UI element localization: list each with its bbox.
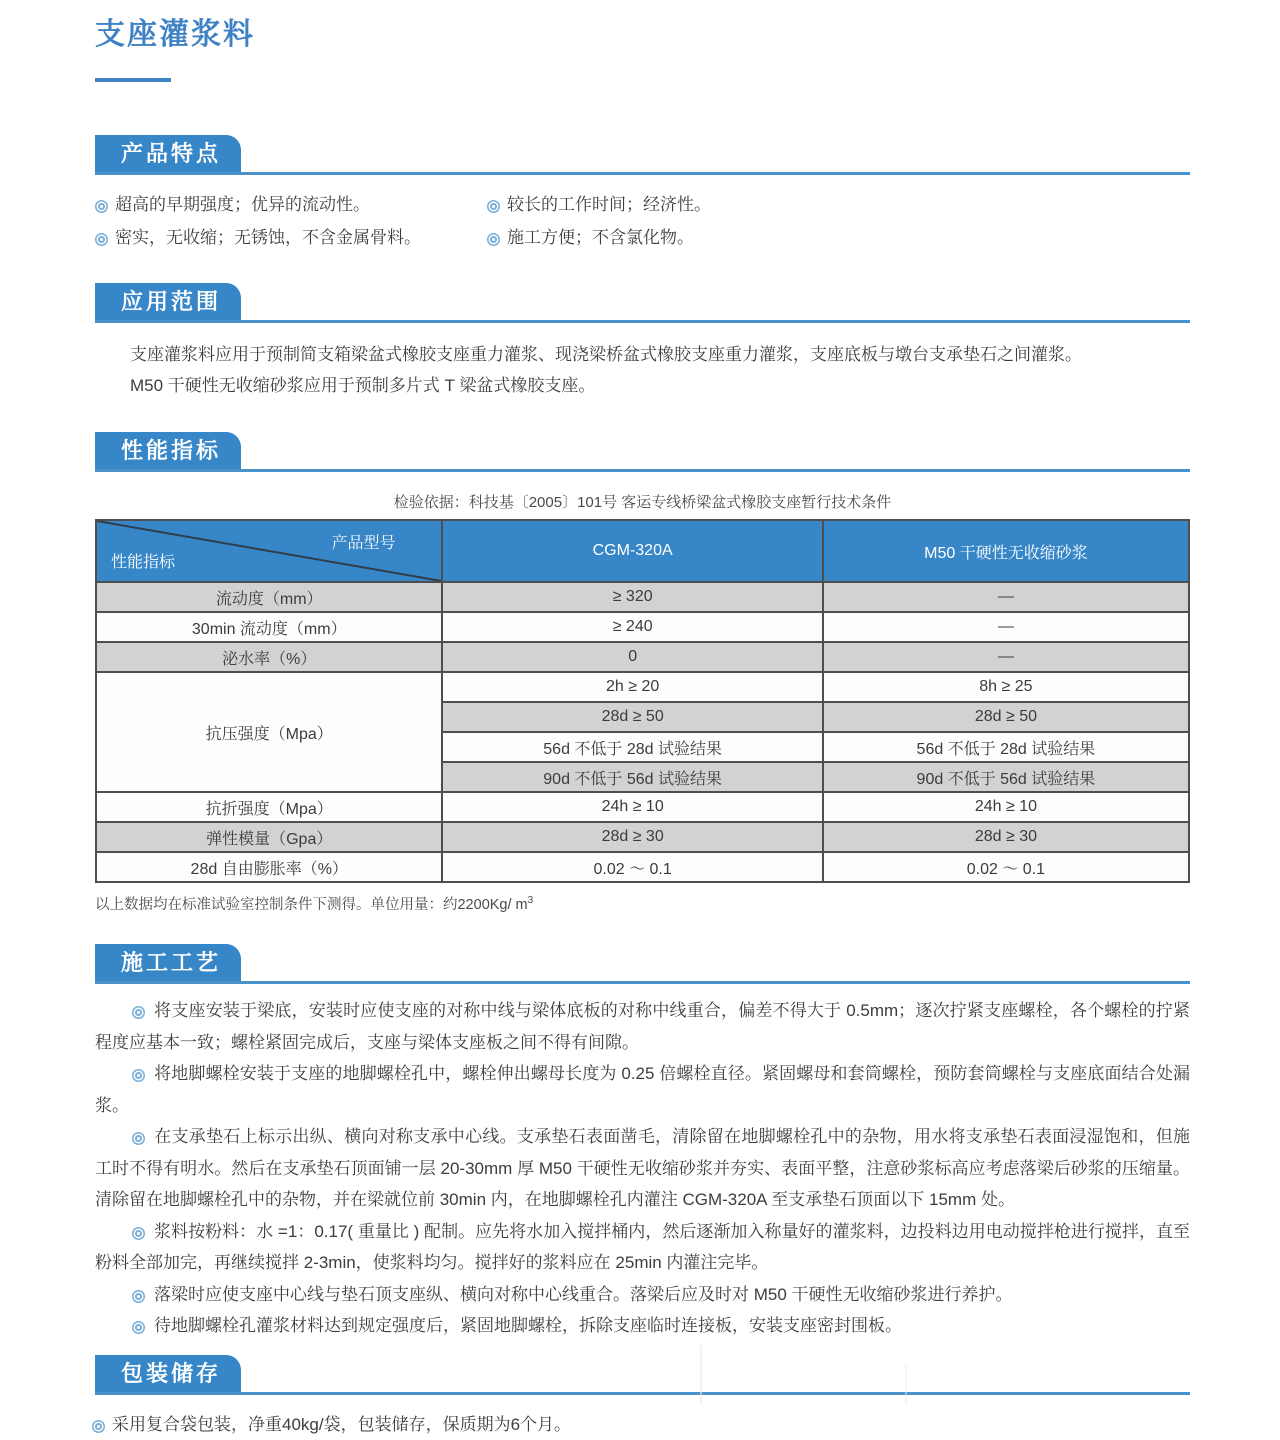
ring-bullet-icon — [490, 236, 497, 243]
m50-value-cell: 24h ≥ 10 — [823, 792, 1189, 822]
ring-bullet-icon — [135, 1324, 142, 1331]
row-label-cell: 30min 流动度（mm） — [96, 612, 442, 642]
application-line: 支座灌浆料应用于预制简支箱梁盆式橡胶支座重力灌浆、现浇梁桥盆式橡胶支座重力灌浆，支座底板与墩台支承垫石之间灌浆。 — [130, 345, 1082, 364]
construction-step-text: 待地脚螺栓孔灌浆材料达到规定强度后，紧固地脚螺栓，拆除支座临时连接板，安装支座密封围板。 — [154, 1316, 902, 1335]
table-row — [96, 852, 1189, 882]
table-row — [96, 792, 1189, 822]
faint-watermark-line-2 — [905, 1365, 907, 1405]
table-row — [96, 822, 1189, 852]
feature-text: 较长的工作时间；经济性。 — [507, 195, 711, 214]
column-header-cgm320a: CGM-320A — [442, 520, 822, 582]
packaging-text — [95, 1410, 1190, 1440]
m50-value-cell: — — [823, 612, 1189, 642]
table-row — [96, 582, 1189, 612]
cgm-value-cell: 56d 不低于 28d 试验结果 — [442, 732, 822, 762]
feature-text: 超高的早期强度；优异的流动性。 — [115, 195, 370, 214]
row-label-cell: 28d 自由膨胀率（%） — [96, 852, 442, 882]
construction-step-text: 将支座安装于梁底，安装时应使支座的对称中线与梁体底板的对称中线重合，偏差不得大于 0.5mm；逐次拧紧支座螺栓，各个螺栓的拧紧程度应基本一致；螺栓紧固完成后，支座与梁体支座板之间不得有间隙。 — [95, 1001, 1190, 1052]
ring-bullet-icon — [490, 203, 497, 210]
feature-item — [95, 190, 487, 220]
row-label-cell: 抗折强度（Mpa） — [96, 792, 442, 822]
section-bar-application — [95, 283, 1190, 323]
m50-value-cell: 90d 不低于 56d 试验结果 — [823, 762, 1189, 792]
construction-step — [95, 1216, 1190, 1279]
construction-steps — [95, 995, 1190, 1342]
construction-step — [95, 995, 1190, 1058]
cgm-value-cell: 2h ≥ 20 — [442, 672, 822, 702]
feature-item — [487, 223, 1190, 253]
title-underline — [95, 78, 171, 82]
footnote-superscript: 3 — [527, 895, 534, 907]
ring-bullet-icon — [135, 1293, 142, 1300]
footnote-text: 以上数据均在标准试验室控制条件下测得。单位用量：约2200Kg/ m — [95, 897, 528, 913]
section-bar-packaging — [95, 1355, 1190, 1395]
table-row — [96, 672, 1189, 702]
row-label-cell: 弹性模量（Gpa） — [96, 822, 442, 852]
row-label-cell: 泌水率（%） — [96, 642, 442, 672]
section-heading-application: 应用范围 — [95, 283, 241, 320]
compressive-strength-label-cell: 抗压强度（Mpa） — [96, 672, 442, 792]
table-row — [96, 612, 1189, 642]
m50-value-cell: 0.02 ～ 0.1 — [823, 852, 1189, 882]
table-header-row — [96, 520, 1189, 582]
performance-table-body — [96, 582, 1189, 882]
inspection-basis: 检验依据：科技基〔2005〕101号 客运专线桥梁盆式橡胶支座暂行技术条件 — [393, 494, 892, 511]
corner-label-product-model: 产品型号 — [331, 535, 396, 552]
section-bar-construction — [95, 944, 1190, 984]
m50-value-cell: 28d ≥ 30 — [823, 822, 1189, 852]
cgm-value-cell: 90d 不低于 56d 试验结果 — [442, 762, 822, 792]
construction-step — [95, 1121, 1190, 1216]
section-heading-packaging: 包装储存 — [95, 1355, 241, 1392]
feature-item — [95, 223, 487, 253]
cgm-value-cell: ≥ 320 — [442, 582, 822, 612]
feature-text: 施工方便；不含氯化物。 — [507, 228, 694, 247]
construction-step — [95, 1310, 1190, 1342]
m50-value-cell: 8h ≥ 25 — [823, 672, 1189, 702]
column-header-m50: M50 干硬性无收缩砂浆 — [823, 520, 1189, 582]
cgm-value-cell: 28d ≥ 30 — [442, 822, 822, 852]
cgm-value-cell: 0 — [442, 642, 822, 672]
construction-step — [95, 1279, 1190, 1311]
table-row — [96, 642, 1189, 672]
cgm-value-cell: 0.02 ～ 0.1 — [442, 852, 822, 882]
corner-label-performance-index: 性能指标 — [111, 554, 176, 571]
feature-text: 密实，无收缩；无锈蚀，不含金属骨料。 — [115, 228, 421, 247]
ring-bullet-icon — [135, 1135, 142, 1142]
section-heading-construction: 施工工艺 — [95, 944, 241, 981]
feature-list — [95, 190, 1190, 253]
cgm-value-cell: 28d ≥ 50 — [442, 702, 822, 732]
application-text — [130, 339, 1190, 401]
table-footnote — [95, 893, 1190, 914]
ring-bullet-icon — [135, 1072, 142, 1079]
corner-header-cell — [96, 520, 442, 582]
m50-value-cell: — — [823, 642, 1189, 672]
faint-watermark-line — [700, 1345, 702, 1405]
packaging-item: 采用复合袋包装，净重40kg/袋，包装储存，保质期为6个月。 — [112, 1414, 572, 1434]
row-label-cell: 流动度（mm） — [96, 582, 442, 612]
section-bar-features — [95, 135, 1190, 175]
ring-bullet-icon — [98, 236, 105, 243]
construction-step-text: 在支承垫石上标示出纵、横向对称支承中心线。支承垫石表面凿毛，清除留在地脚螺栓孔中的杂物，用水将支承垫石表面浸湿饱和，但施工时不得有明水。然后在支承垫石顶面铺一层 20-30mm 厚 M50 干硬性无收缩砂浆并夯实、表面平整，注意砂浆标高应考虑落梁后砂浆的压缩量。清除留在地脚螺栓孔中的杂物，并在梁就位前 30min 内，在地脚螺栓孔内灌注 CGM-320A 至支承垫石顶面以下 15mm 处。 — [95, 1127, 1190, 1209]
cgm-value-cell: ≥ 240 — [442, 612, 822, 642]
construction-step-text: 浆料按粉料：水 =1：0.17( 重量比 ) 配制。应先将水加入搅拌桶内，然后逐渐加入称量好的灌浆料，边投料边用电动搅拌枪进行搅拌，直至粉料全部加完，再继续搅拌 2-3min，使浆料均匀。搅拌好的浆料应在 25min 内灌注完毕。 — [95, 1221, 1190, 1272]
performance-table — [95, 519, 1190, 883]
m50-value-cell: 56d 不低于 28d 试验结果 — [823, 732, 1189, 762]
section-heading-performance: 性能指标 — [95, 432, 241, 469]
section-bar-performance — [95, 432, 1190, 472]
ring-bullet-icon — [135, 1009, 142, 1016]
m50-value-cell: — — [823, 582, 1189, 612]
section-heading-features: 产品特点 — [95, 135, 241, 172]
construction-step-text: 落梁时应使支座中心线与垫石顶支座纵、横向对称中心线重合。落梁后应及时对 M50 干硬性无收缩砂浆进行养护。 — [154, 1284, 1013, 1304]
ring-bullet-icon — [98, 203, 105, 210]
m50-value-cell: 28d ≥ 50 — [823, 702, 1189, 732]
page-title: 支座灌浆料 — [95, 18, 255, 51]
application-line: M50 干硬性无收缩砂浆应用于预制多片式 T 梁盆式橡胶支座。 — [130, 376, 596, 395]
cgm-value-cell: 24h ≥ 10 — [442, 792, 822, 822]
ring-bullet-icon — [135, 1230, 142, 1237]
feature-item — [487, 190, 1190, 220]
ring-bullet-icon — [95, 1423, 102, 1430]
construction-step-text: 将地脚螺栓安装于支座的地脚螺栓孔中，螺栓伸出螺母长度为 0.25 倍螺栓直径。紧固螺母和套筒螺栓，预防套筒螺栓与支座底面结合处漏浆。 — [95, 1064, 1190, 1115]
construction-step — [95, 1058, 1190, 1121]
